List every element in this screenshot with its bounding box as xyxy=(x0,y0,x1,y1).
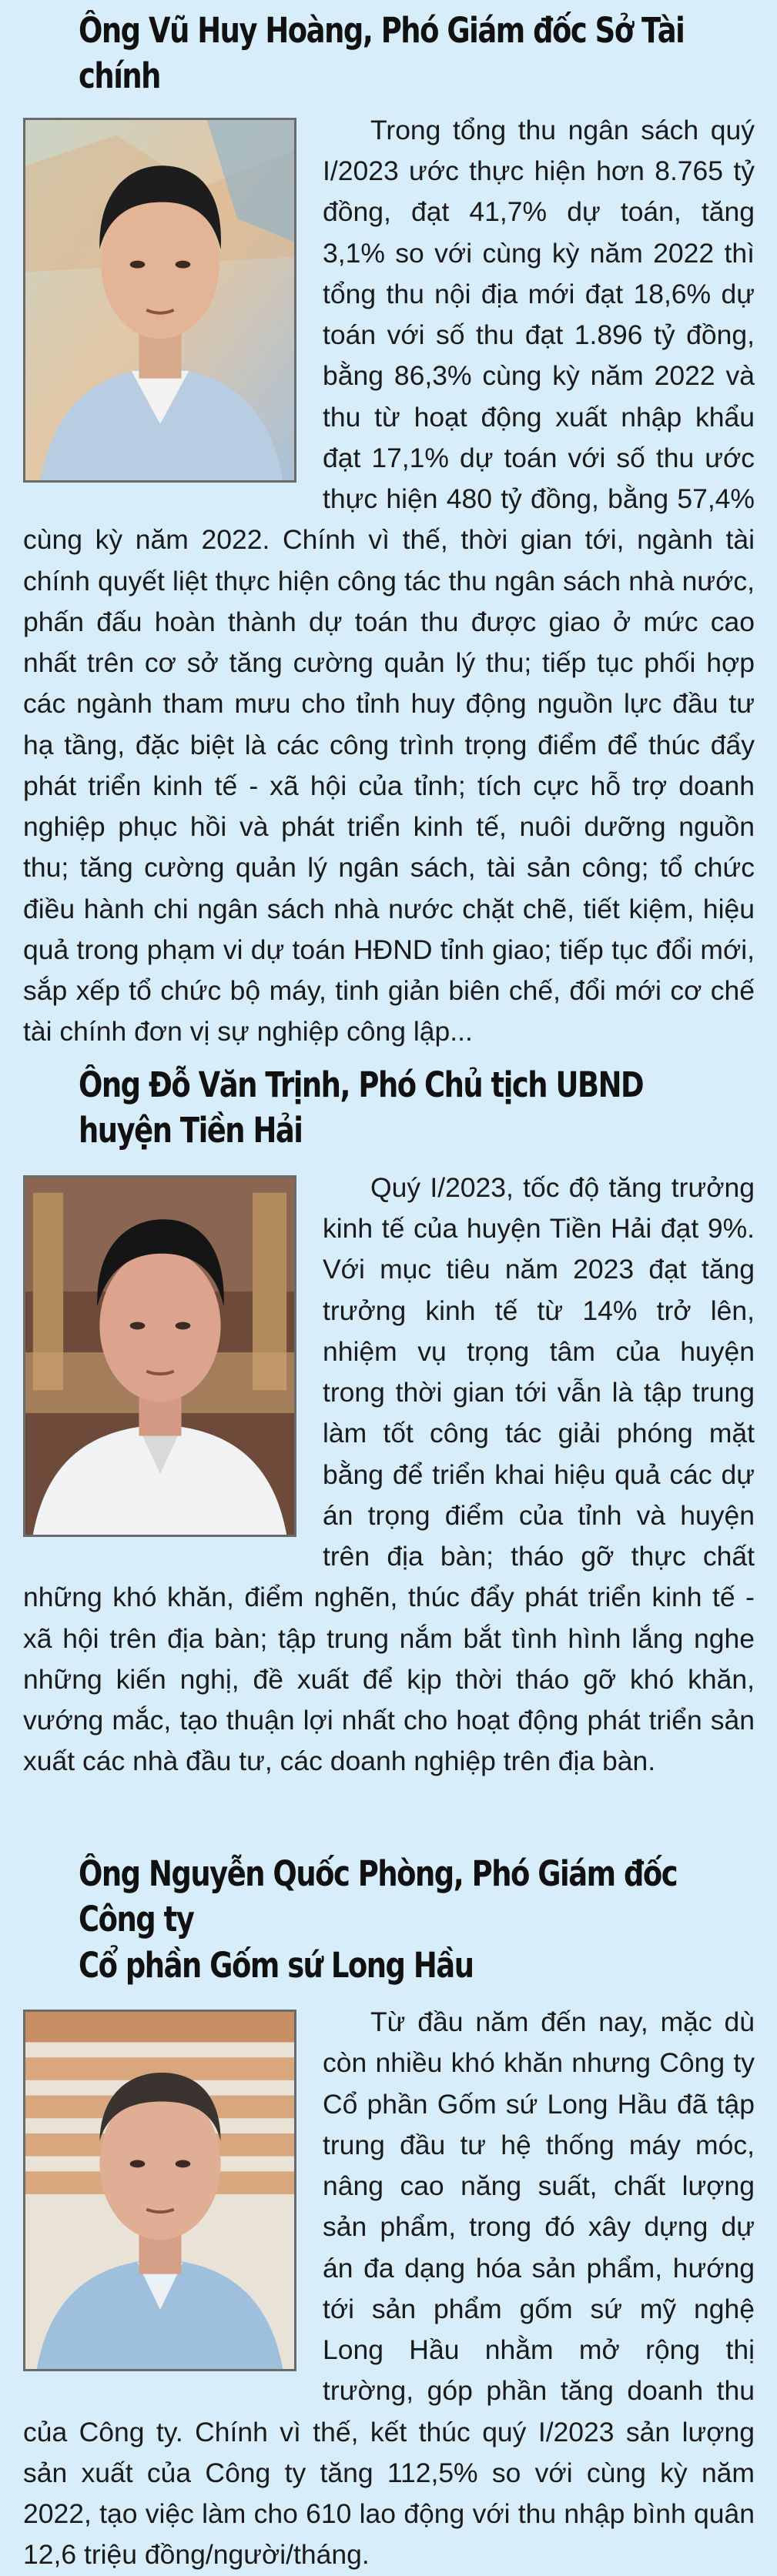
portrait-photo xyxy=(23,1175,296,1537)
profile-section-3 xyxy=(23,1851,755,2576)
profile-heading: Ông Vũ Huy Hoàng, Phó Giám đốc Sở Tài chính xyxy=(79,10,685,97)
profile-heading: Ông Đỗ Văn Trịnh, Phó Chủ tịch UBND huyện Tiền Hải xyxy=(79,1064,644,1151)
portrait-image xyxy=(25,120,294,480)
portrait-image xyxy=(25,1178,294,1535)
profile-section-1 xyxy=(23,8,755,1053)
profile-body-content: Từ đầu năm đến nay, mặc dù còn nhiều khó khăn nhưng Công ty Cổ phần Gốm sứ Long Hầu đã tập trung đầu tư hệ thống máy móc, nâng cao năng suất, chất lượng sản phẩm, trong đó xây dựng dự án đa dạng hóa sản phẩm, hướng tới sản phẩm gốm sứ mỹ nghệ Long Hầu nhằm mở rộng thị trường, góp phần tăng doanh thu của Công ty. Chính vì thế, kết thúc quý I/2023 sản lượng sản xuất của Công ty tăng 112,5% so với cùng kỳ năm 2022, tạo việc làm cho 610 lao động với thu nhập bình quân 12,6 triệu đồng/người/tháng. xyxy=(23,2006,755,2571)
profile-heading-line-2: Cổ phần Gốm sứ Long Hầu xyxy=(79,1944,474,1986)
profile-section-2 xyxy=(23,1062,755,1782)
portrait-photo xyxy=(23,118,296,483)
profile-body-content: Quý I/2023, tốc độ tăng trưởng kinh tế của huyện Tiền Hải đạt 9%. Với mục tiêu năm 2023 đạt tăng trưởng kinh tế từ 14% trở lên, nhiệm vụ trọng tâm của huyện trong thời gian tới vẫn là tập trung làm tốt công tác giải phóng mặt bằng để triển khai hiệu quả các dự án trọng điểm của tỉnh và huyện trên địa bàn; tháo gỡ thực chất những khó khăn, điểm nghẽn, thúc đẩy phát triển kinh tế - xã hội trên địa bàn; tập trung nắm bắt tình hình lắng nghe những kiến nghị, đề xuất để kịp thời tháo gỡ khó khăn, vướng mắc, tạo thuận lợi nhất cho hoạt động phát triển sản xuất các nhà đầu tư, các doanh nghiệp trên địa bàn. xyxy=(23,1171,755,1777)
portrait-image xyxy=(25,2012,294,2369)
profile-body-content: Trong tổng thu ngân sách quý I/2023 ước thực hiện hơn 8.765 tỷ đồng, đạt 41,7% dự toán, tăng 3,1% so với cùng kỳ năm 2022 thì tổng thu nội địa mới đạt 18,6% dự toán với số thu đạt 1.896 tỷ đồng, bằng 86,3% cùng kỳ năm 2022 và thu từ hoạt động xuất nhập khẩu đạt 17,1% dự toán với số thu ước thực hiện 480 tỷ đồng, bằng 57,4% cùng kỳ năm 2022. Chính vì thế, thời gian tới, ngành tài chính quyết liệt thực hiện công tác thu ngân sách nhà nước, phấn đấu hoàn thành dự toán thu được giao ở mức cao nhất trên cơ sở tăng cường quản lý thu; tiếp tục phối hợp các ngành tham mưu cho tỉnh huy động nguồn lực đầu tư hạ tầng, đặc biệt là các công trình trọng điểm để thúc đẩy phát triển kinh tế - xã hội của tỉnh; tích cực hỗ trợ doanh nghiệp phục hồi và phát triển kinh tế, nuôi dưỡng nguồn thu; tăng cường quản lý ngân sách, tài sản công; tổ chức điều hành chi ngân sách nhà nước chặt chẽ, tiết kiệm, hiệu quả trong phạm vi dự toán HĐND tỉnh giao; tiếp tục đổi mới, sắp xếp tổ chức bộ máy, tinh giản biên chế, đổi mới cơ chế tài chính đơn vị sự nghiệp công lập... xyxy=(23,114,755,1047)
profile-heading-line-1: Ông Nguyễn Quốc Phòng, Phó Giám đốc Công ty xyxy=(79,1853,678,1940)
portrait-photo xyxy=(23,2010,296,2371)
